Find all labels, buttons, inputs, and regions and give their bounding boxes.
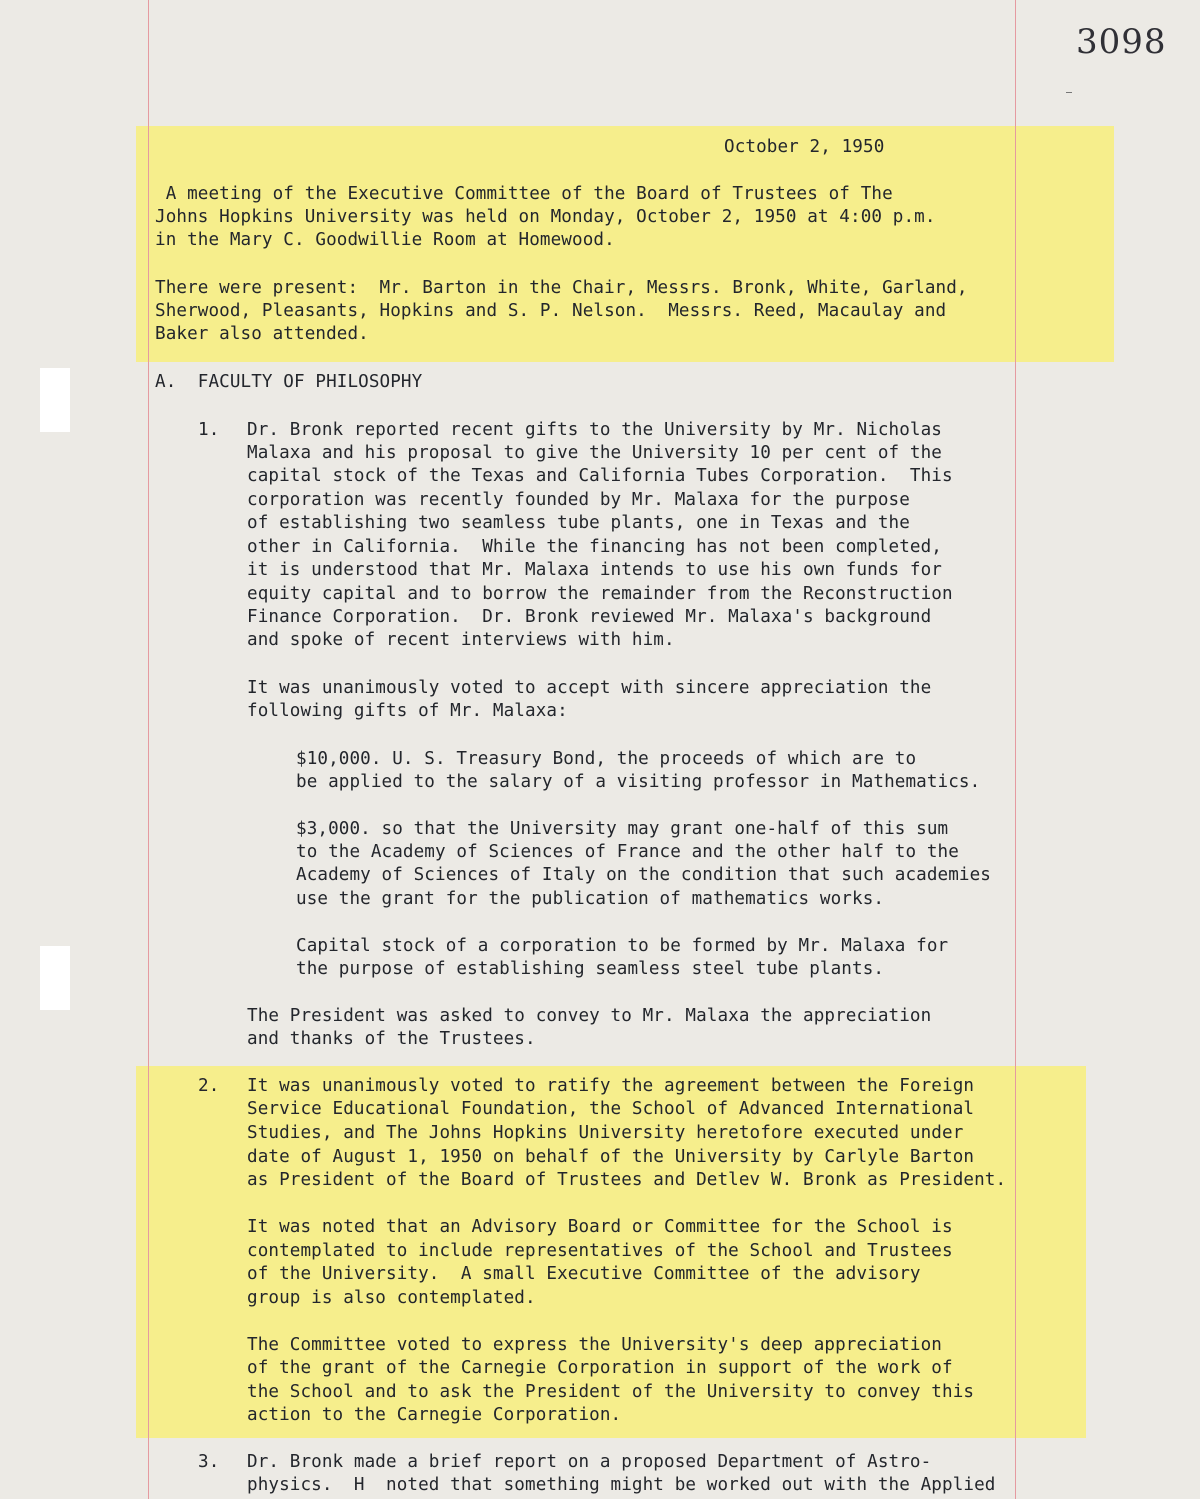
gift-2-line: to the Academy of Sciences of France and the other half to the bbox=[296, 842, 959, 862]
item-1-line: corporation was recently founded by Mr. Malaxa for the purpose bbox=[247, 490, 910, 510]
item-2-line: as President of the Board of Trustees and Detlev W. Bronk as President. bbox=[247, 1170, 1007, 1190]
item-2-line: Service Educational Foundation, the School of Advanced International bbox=[247, 1099, 975, 1119]
advisory-line: group is also contemplated. bbox=[247, 1288, 536, 1308]
item-3-line: Dr. Bronk made a brief report on a proposed Department of Astro- bbox=[247, 1452, 932, 1472]
gift-2-line: $3,000. so that the University may grant one-half of this sum bbox=[296, 819, 949, 839]
gift-3-line: Capital stock of a corporation to be formed by Mr. Malaxa for bbox=[296, 936, 949, 956]
item-2-line: Studies, and The Johns Hopkins University heretofore executed under bbox=[247, 1123, 964, 1143]
item-number: 2. bbox=[198, 1076, 220, 1096]
item-1-line: equity capital and to borrow the remainder from the Reconstruction bbox=[247, 584, 953, 604]
item-1-line: of establishing two seamless tube plants, one in Texas and the bbox=[247, 513, 910, 533]
intro-line: Johns Hopkins University was held on Monday, October 2, 1950 at 4:00 p.m. bbox=[155, 207, 936, 227]
carnegie-line: action to the Carnegie Corporation. bbox=[247, 1405, 622, 1425]
closing-line: The President was asked to convey to Mr. Malaxa the appreciation bbox=[247, 1006, 932, 1026]
advisory-line: of the University. A small Executive Committee of the advisory bbox=[247, 1264, 921, 1284]
section-heading: A. FACULTY OF PHILOSOPHY bbox=[155, 372, 423, 392]
closing-line: and thanks of the Trustees. bbox=[247, 1029, 536, 1049]
item-1-line: Dr. Bronk reported recent gifts to the University by Mr. Nicholas bbox=[247, 420, 943, 440]
gift-1-line: $10,000. U. S. Treasury Bond, the proceeds of which are to bbox=[296, 749, 917, 769]
attendance-line: Baker also attended. bbox=[155, 324, 369, 344]
gift-1-line: be applied to the salary of a visiting professor in Mathematics. bbox=[296, 772, 981, 792]
carnegie-line: the School and to ask the President of the University to convey this bbox=[247, 1382, 975, 1402]
gift-3-line: the purpose of establishing seamless steel tube plants. bbox=[296, 959, 885, 979]
intro-line: in the Mary C. Goodwillie Room at Homewood. bbox=[155, 230, 615, 250]
item-number: 1. bbox=[198, 420, 220, 440]
attendance-line: There were present: Mr. Barton in the Chair, Messrs. Bronk, White, Garland, bbox=[155, 278, 968, 298]
item-1-line: Finance Corporation. Dr. Bronk reviewed Mr. Malaxa's background bbox=[247, 607, 932, 627]
punch-hole bbox=[40, 368, 70, 432]
advisory-line: It was noted that an Advisory Board or Committee for the School is bbox=[247, 1217, 953, 1237]
intro-line: A meeting of the Executive Committee of the Board of Trustees of The bbox=[155, 184, 893, 204]
item-1-line: Malaxa and his proposal to give the University 10 per cent of the bbox=[247, 443, 943, 463]
item-1-line: capital stock of the Texas and California Tubes Corporation. This bbox=[247, 466, 953, 486]
page-number: 3098 bbox=[1076, 22, 1167, 62]
item-number: 3. bbox=[198, 1452, 220, 1472]
vote-line: It was unanimously voted to accept with sincere appreciation the bbox=[247, 678, 932, 698]
carnegie-line: The Committee voted to express the University's deep appreciation bbox=[247, 1335, 943, 1355]
item-1-line: it is understood that Mr. Malaxa intends to use his own funds for bbox=[247, 560, 943, 580]
carnegie-line: of the grant of the Carnegie Corporation in support of the work of bbox=[247, 1358, 953, 1378]
attendance-line: Sherwood, Pleasants, Hopkins and S. P. Nelson. Messrs. Reed, Macaulay and bbox=[155, 301, 947, 321]
item-1-line: and spoke of recent interviews with him. bbox=[247, 630, 675, 650]
item-3-line: physics. H noted that something might be worked out with the Applied bbox=[247, 1475, 996, 1495]
left-margin-line bbox=[148, 0, 149, 1499]
right-margin-line bbox=[1015, 0, 1016, 1499]
gift-2-line: use the grant for the publication of mathematics works. bbox=[296, 889, 885, 909]
item-2-line: date of August 1, 1950 on behalf of the University by Carlyle Barton bbox=[247, 1147, 975, 1167]
margin-mark bbox=[1066, 92, 1072, 93]
meeting-date: October 2, 1950 bbox=[724, 137, 885, 157]
gift-2-line: Academy of Sciences of Italy on the condition that such academies bbox=[296, 865, 992, 885]
vote-line: following gifts of Mr. Malaxa: bbox=[247, 701, 568, 721]
item-2-line: It was unanimously voted to ratify the agreement between the Foreign bbox=[247, 1076, 975, 1096]
punch-hole bbox=[40, 946, 70, 1010]
item-1-line: other in California. While the financing has not been completed, bbox=[247, 537, 943, 557]
advisory-line: contemplated to include representatives of the School and Trustees bbox=[247, 1241, 953, 1261]
